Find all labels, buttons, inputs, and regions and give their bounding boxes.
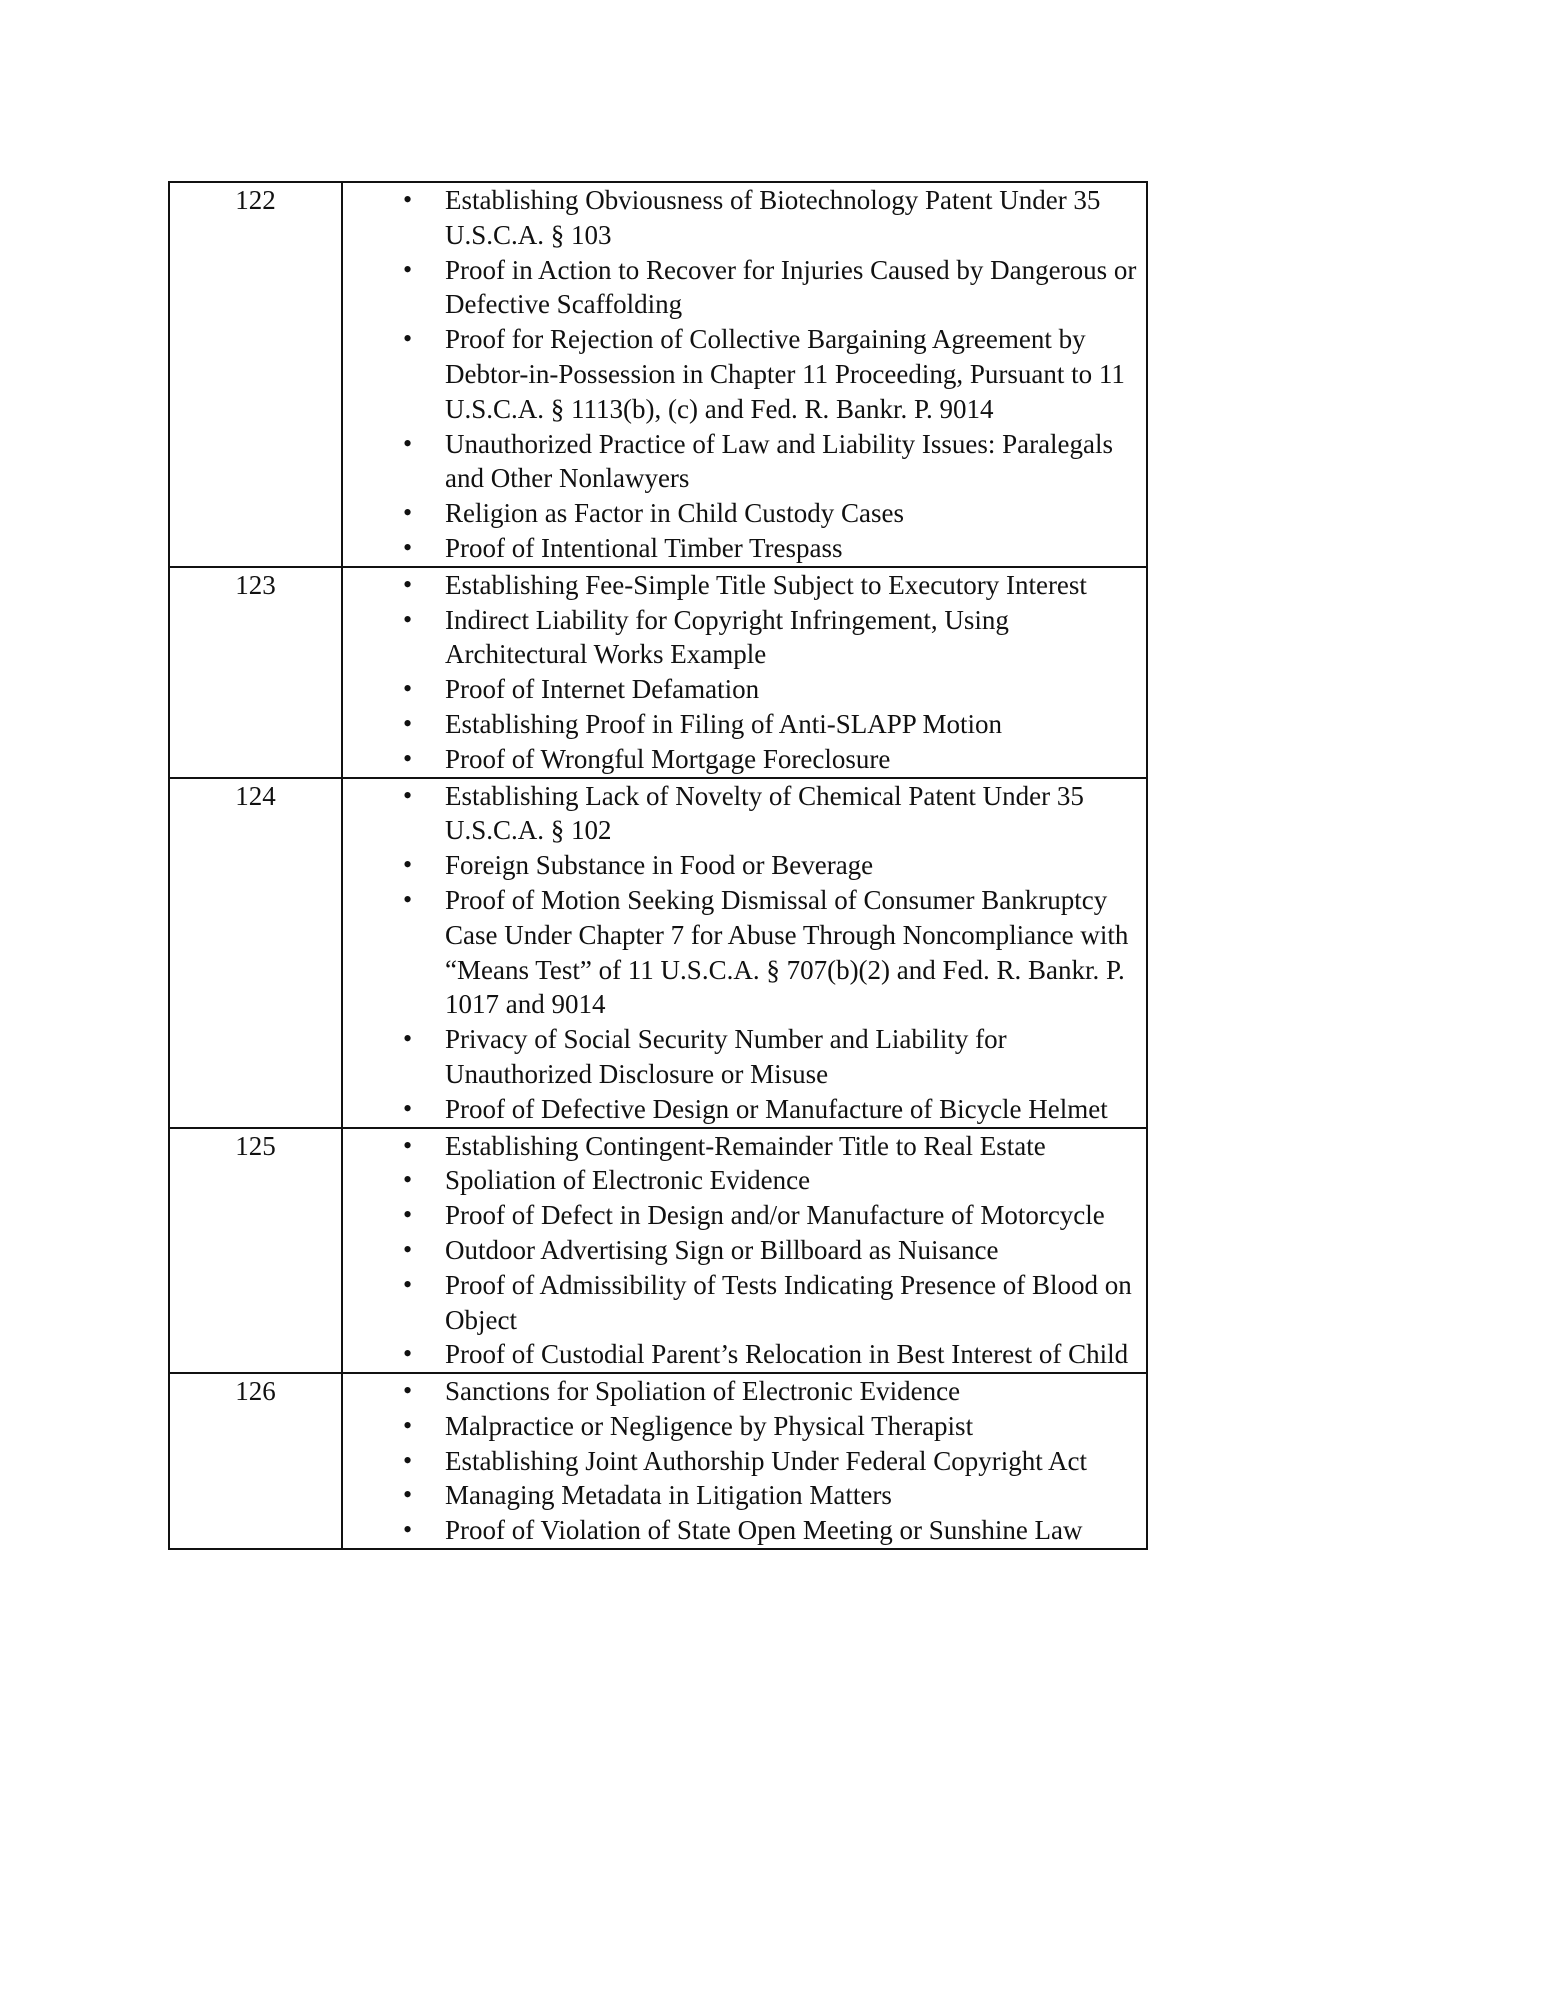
topic-text: Proof of Violation of State Open Meeting or Sunshine Law [445, 1515, 1083, 1546]
bullet-icon: • [403, 1515, 413, 1545]
topic-text: Indirect Liability for Copyright Infringement, Using Architectural Works Example [445, 604, 1009, 670]
bullet-icon: • [403, 780, 413, 810]
list-item [343, 1092, 1146, 1127]
bullet-icon: • [403, 1445, 413, 1475]
topic-text: Proof of Internet Defamation [445, 674, 760, 705]
bullet-icon: • [403, 674, 413, 704]
bullet-icon: • [403, 1269, 413, 1299]
list-item [343, 1374, 1146, 1409]
topics-cell [342, 1128, 1147, 1374]
list-item [343, 1233, 1146, 1268]
topics-cell [342, 182, 1147, 567]
table-row [169, 567, 1147, 778]
topics-cell [342, 567, 1147, 778]
topics-list [343, 1374, 1146, 1548]
topic-text: Unauthorized Practice of Law and Liability Issues: Paralegals and Other Nonlawyers [445, 428, 1114, 494]
list-item [343, 568, 1146, 603]
topic-text: Establishing Proof in Filing of Anti-SLAPP Motion [445, 708, 1003, 739]
volume-topics-table [168, 181, 1148, 1550]
list-item [343, 1022, 1146, 1092]
topics-list [343, 1129, 1146, 1373]
bullet-icon: • [403, 884, 413, 914]
bullet-icon: • [403, 324, 413, 354]
bullet-icon: • [403, 498, 413, 528]
topic-text: Foreign Substance in Food or Beverage [445, 850, 874, 881]
table-row [169, 1373, 1147, 1549]
topics-cell [342, 1373, 1147, 1549]
topic-text: Establishing Contingent-Remainder Title to Real Estate [445, 1130, 1046, 1161]
topic-text: Spoliation of Electronic Evidence [445, 1165, 811, 1196]
volume-number: 124 [169, 778, 342, 1128]
bullet-icon: • [403, 1234, 413, 1264]
list-item [343, 1129, 1146, 1164]
list-item [343, 883, 1146, 1022]
topics-list [343, 183, 1146, 566]
topic-text: Proof for Rejection of Collective Bargaining Agreement by Debtor-in-Possession in Chapter 11 Proceeding, Pursuant to 11 U.S.C.A. § 1113(b), (c) and Fed. R. Bankr. P. 9014 [445, 324, 1125, 424]
topic-text: Managing Metadata in Litigation Matters [445, 1480, 892, 1511]
list-item [343, 848, 1146, 883]
topic-text: Proof of Wrongful Mortgage Foreclosure [445, 743, 891, 774]
list-item [343, 1163, 1146, 1198]
list-item [343, 1337, 1146, 1372]
list-item [343, 1268, 1146, 1338]
bullet-icon: • [403, 1339, 413, 1369]
topic-text: Privacy of Social Security Number and Liability for Unauthorized Disclosure or Misuse [445, 1024, 1007, 1089]
list-item [343, 742, 1146, 777]
list-item [343, 496, 1146, 531]
topic-text: Establishing Obviousness of Biotechnology Patent Under 35 U.S.C.A. § 103 [445, 185, 1101, 250]
volume-number: 125 [169, 1128, 342, 1374]
bullet-icon: • [403, 708, 413, 738]
bullet-icon: • [403, 1130, 413, 1160]
list-item [343, 253, 1146, 323]
topic-text: Proof of Defective Design or Manufacture of Bicycle Helmet [445, 1093, 1108, 1124]
list-item [343, 672, 1146, 707]
bullet-icon: • [403, 569, 413, 599]
topics-cell [342, 778, 1147, 1128]
topics-list [343, 779, 1146, 1127]
topic-text: Outdoor Advertising Sign or Billboard as Nuisance [445, 1234, 999, 1265]
bullet-icon: • [403, 743, 413, 773]
volume-number: 122 [169, 182, 342, 567]
list-item [343, 779, 1146, 849]
topic-text: Establishing Lack of Novelty of Chemical Patent Under 35 U.S.C.A. § 102 [445, 780, 1084, 846]
topic-text: Proof of Defect in Design and/or Manufacture of Motorcycle [445, 1200, 1105, 1231]
volume-number: 123 [169, 567, 342, 778]
table-body [169, 182, 1147, 1549]
table-row [169, 1128, 1147, 1374]
bullet-icon: • [403, 604, 413, 634]
bullet-icon: • [403, 1200, 413, 1230]
bullet-icon: • [403, 1480, 413, 1510]
topic-text: Establishing Joint Authorship Under Federal Copyright Act [445, 1445, 1087, 1476]
volume-number: 126 [169, 1373, 342, 1549]
list-item [343, 603, 1146, 673]
topic-text: Proof in Action to Recover for Injuries Caused by Dangerous or Defective Scaffolding [445, 254, 1137, 320]
list-item [343, 1478, 1146, 1513]
bullet-icon: • [403, 1165, 413, 1195]
bullet-icon: • [403, 1093, 413, 1123]
bullet-icon: • [403, 532, 413, 562]
table-row [169, 778, 1147, 1128]
list-item [343, 427, 1146, 497]
list-item [343, 1409, 1146, 1444]
topic-text: Proof of Admissibility of Tests Indicating Presence of Blood on Object [445, 1269, 1132, 1335]
table-row [169, 182, 1147, 567]
list-item [343, 322, 1146, 426]
bullet-icon: • [403, 1376, 413, 1406]
list-item [343, 1444, 1146, 1479]
topic-text: Proof of Intentional Timber Trespass [445, 532, 843, 563]
bullet-icon: • [403, 185, 413, 214]
bullet-icon: • [403, 850, 413, 880]
topic-text: Proof of Motion Seeking Dismissal of Consumer Bankruptcy Case Under Chapter 7 for Abuse Through Noncompliance with “Means Test” of 11 U.S.C.A. § 707(b)(2) and Fed. R. Bankr. P. 1017 and 9014 [445, 884, 1129, 1020]
bullet-icon: • [403, 254, 413, 284]
topic-text: Proof of Custodial Parent’s Relocation in Best Interest of Child [445, 1339, 1129, 1370]
list-item [343, 1198, 1146, 1233]
list-item [343, 1513, 1146, 1548]
list-item [343, 183, 1146, 253]
topics-list [343, 568, 1146, 777]
list-item [343, 707, 1146, 742]
topic-text: Malpractice or Negligence by Physical Therapist [445, 1410, 974, 1441]
topic-text: Establishing Fee-Simple Title Subject to Executory Interest [445, 569, 1087, 600]
list-item [343, 531, 1146, 566]
bullet-icon: • [403, 1024, 413, 1054]
bullet-icon: • [403, 1410, 413, 1440]
topic-text: Religion as Factor in Child Custody Cases [445, 498, 904, 529]
topic-text: Sanctions for Spoliation of Electronic Evidence [445, 1376, 961, 1407]
bullet-icon: • [403, 428, 413, 458]
